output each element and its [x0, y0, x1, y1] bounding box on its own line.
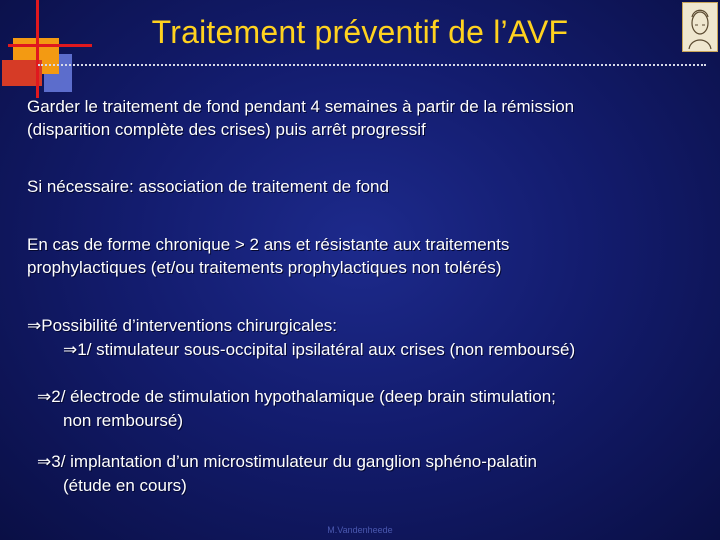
implies-arrow-icon: ⇒ [63, 340, 78, 360]
paragraph-chronic [27, 233, 509, 279]
paragraph-line: (disparition complète des crises) puis arrêt progressif [27, 120, 426, 139]
title-divider [38, 64, 706, 66]
implies-arrow-icon: ⇒ [37, 387, 52, 407]
list-item [37, 385, 556, 432]
footer-author: M.Vandenheede [327, 525, 393, 535]
option-text: 3/ implantation d’un microstimulateur du ganglion sphéno-palatin [51, 452, 537, 471]
portrait-icon [682, 2, 718, 52]
paragraph-remission [27, 95, 574, 141]
list-item [27, 338, 575, 362]
option-text: 2/ électrode de stimulation hypothalamique (deep brain stimulation; [51, 387, 556, 406]
implies-arrow-icon: ⇒ [37, 452, 52, 472]
option-heading-line [27, 314, 575, 338]
slide-title: Traitement préventif de l’AVF [151, 14, 569, 50]
paragraph-association [27, 175, 389, 198]
paragraph-line: prophylactiques (et/ou traitements prophylactiques non tolérés) [27, 258, 502, 277]
paragraph-line: Si nécessaire: association de traitement de fond [27, 177, 389, 196]
option-line [37, 385, 556, 409]
option-heading: Possibilité d’interventions chirurgicales: [41, 316, 337, 335]
implies-arrow-icon: ⇒ [27, 316, 42, 336]
surgical-options [27, 314, 575, 362]
option-continuation: non remboursé) [63, 411, 184, 430]
list-item [37, 450, 537, 497]
paragraph-line: En cas de forme chronique > 2 ans et résistante aux traitements [27, 235, 510, 254]
option-line [37, 450, 537, 474]
paragraph-line: Garder le traitement de fond pendant 4 semaines à partir de la rémission [27, 97, 575, 116]
option-continuation: (étude en cours) [63, 476, 187, 495]
option-text: 1/ stimulateur sous-occipital ipsilatéral aux crises (non remboursé) [77, 340, 576, 359]
